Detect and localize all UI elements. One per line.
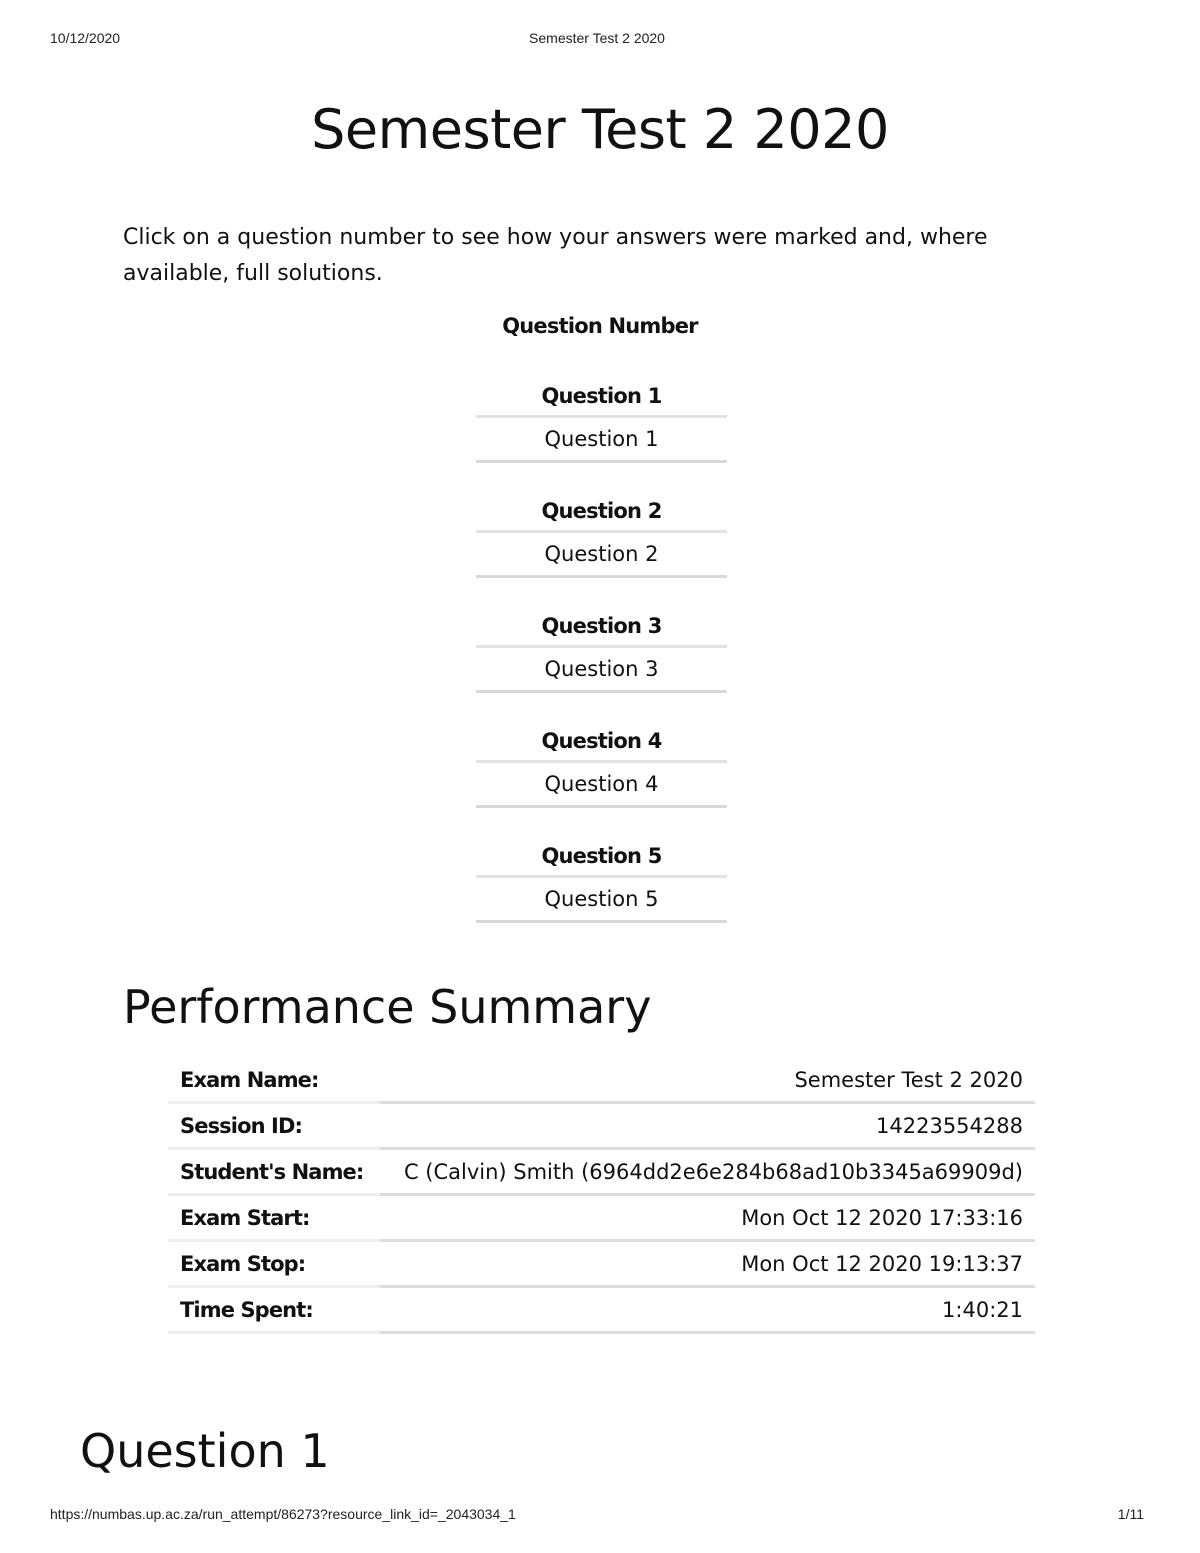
print-date: 10/12/2020 bbox=[50, 30, 121, 46]
question-item bbox=[476, 838, 727, 953]
question-item bbox=[476, 723, 727, 838]
exam-start-value: Mon Oct 12 2020 17:33:16 bbox=[380, 1195, 1035, 1241]
page-number: 1/11 bbox=[1117, 1506, 1144, 1522]
question-link-5[interactable]: Question 5 bbox=[476, 878, 727, 923]
performance-summary-table bbox=[168, 1058, 1035, 1334]
print-footer bbox=[50, 1506, 1144, 1526]
question-list bbox=[476, 378, 727, 953]
session-id-value: 14223554288 bbox=[380, 1103, 1035, 1149]
question-heading: Question 3 bbox=[476, 608, 727, 648]
student-name-label: Student's Name: bbox=[168, 1149, 380, 1195]
exam-stop-label: Exam Stop: bbox=[168, 1241, 380, 1287]
question-link-4[interactable]: Question 4 bbox=[476, 763, 727, 808]
question-link-3[interactable]: Question 3 bbox=[476, 648, 727, 693]
page-url: https://numbas.up.ac.za/run_attempt/86273?resource_link_id=_2043034_1 bbox=[50, 1506, 516, 1522]
session-id-label: Session ID: bbox=[168, 1103, 380, 1149]
question-1-section-heading: Question 1 bbox=[80, 1424, 330, 1478]
table-row bbox=[168, 1241, 1035, 1287]
question-item bbox=[476, 608, 727, 723]
table-row bbox=[168, 1149, 1035, 1195]
table-row bbox=[168, 1103, 1035, 1149]
performance-summary-title: Performance Summary bbox=[123, 980, 652, 1034]
question-number-header: Question Number bbox=[502, 314, 698, 338]
student-name-value: C (Calvin) Smith (6964dd2e6e284b68ad10b3345a69909d) bbox=[380, 1149, 1035, 1195]
exam-name-value: Semester Test 2 2020 bbox=[380, 1058, 1035, 1103]
question-item bbox=[476, 378, 727, 493]
exam-start-label: Exam Start: bbox=[168, 1195, 380, 1241]
table-row bbox=[168, 1058, 1035, 1103]
question-link-1[interactable]: Question 1 bbox=[476, 418, 727, 463]
question-heading: Question 2 bbox=[476, 493, 727, 533]
exam-stop-value: Mon Oct 12 2020 19:13:37 bbox=[380, 1241, 1035, 1287]
time-spent-value: 1:40:21 bbox=[380, 1287, 1035, 1333]
table-row bbox=[168, 1195, 1035, 1241]
table-row bbox=[168, 1287, 1035, 1333]
question-heading: Question 1 bbox=[476, 378, 727, 418]
question-link-2[interactable]: Question 2 bbox=[476, 533, 727, 578]
intro-text: Click on a question number to see how your answers were marked and, where available, full solutions. bbox=[123, 225, 988, 286]
question-item bbox=[476, 493, 727, 608]
exam-name-label: Exam Name: bbox=[168, 1058, 380, 1103]
question-heading: Question 5 bbox=[476, 838, 727, 878]
time-spent-label: Time Spent: bbox=[168, 1287, 380, 1333]
question-heading: Question 4 bbox=[476, 723, 727, 763]
print-header bbox=[50, 30, 1144, 50]
page-title: Semester Test 2 2020 bbox=[311, 98, 889, 161]
print-doc-title: Semester Test 2 2020 bbox=[529, 30, 665, 46]
